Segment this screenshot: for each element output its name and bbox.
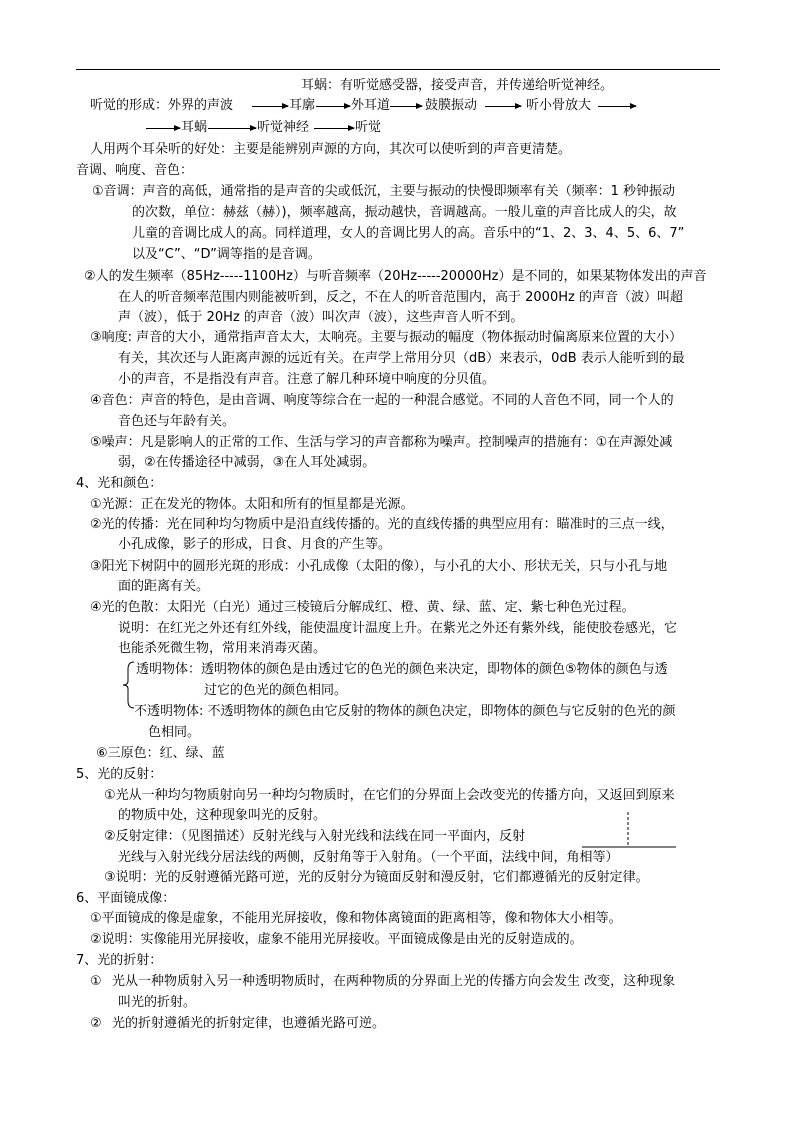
frequency-text: ②人的发生频率（85Hz-----1100Hz）与听音频率（20Hz-----20000Hz）是不同的，如果某物体发出的声音 [84, 269, 707, 284]
light-propagation-text: 小孔成像，影子的形成，日食、月食的产生等。 [118, 537, 392, 552]
section-heading-plane-mirror: 6、平面镜成像： [76, 891, 176, 906]
cochlea-note: 耳蜗：有听觉感受器，接受声音，并传递给听觉神经。 [301, 78, 614, 93]
loudness-text: 有关，其次还与人距离声源的远近有关。在声学上常用分贝（dB）来表示，0dB 表示人能听到的最 [118, 351, 685, 366]
pitch-text: 儿童的音调比成人的高。同样道理，女人的音调比男人的高。音乐中的“1、2、3、4、5、6、7” [132, 226, 685, 241]
transparent-object-text: 过它的色光的颜色相同。 [204, 683, 348, 698]
section-heading-reflection: 5、光的反射： [76, 767, 163, 782]
hearing-formation-label: 听觉的形成：外界的声波 [90, 98, 234, 113]
step-pinna: 耳廓 [289, 98, 316, 113]
transparent-object-text: 透明物体：透明物体的颜色是由透过它的色光的颜色来决定，即物体的颜色⑤物体的颜色与透 [136, 662, 668, 677]
reflection-normal-diagram [580, 810, 680, 850]
two-ears-benefit: 人用两个耳朵听的好处：主要是能辨别声源的方向，其次可以使听到的声音更清楚。 [90, 142, 572, 157]
refraction-text: 光的折射遵循光的折射定律，也遵循光路可逆。 [112, 1016, 386, 1031]
section-heading-light-color: 4、光和颜色： [76, 476, 163, 491]
refraction-text: 光从一种物质射入另一种透明物质时，在两种物质的分界面上光的传播方向会发生 改变，这种现象 [112, 974, 676, 989]
pitch-text: 以及“C”、“D”调等指的是音调。 [132, 247, 321, 262]
refraction-text: 叫光的折射。 [118, 995, 197, 1010]
reflection-note-text: ③说明：光的反射遵循光路可逆，光的反射分为镜面反射和漫反射，它们都遵循光的反射定律。 [104, 870, 649, 885]
step-cochlea: 耳蜗 [181, 120, 208, 135]
frequency-text: 在人的听音频率范围内则能被听到，反之，不在人的听音范围内，高于 2000Hz 的声音（波）叫超 [118, 290, 683, 305]
light-propagation-text: ②光的传播：光在同种均匀物质中是沿直线传播的。光的直线传播的典型应用有：瞄准时的三点一线， [90, 517, 674, 532]
arrow-icon [252, 106, 288, 107]
step-hearing: 听觉 [355, 120, 382, 135]
reflection-law-text: ②反射定律：（见图描述）反射光线与入射光线和法线在同一平面内，反射 [104, 829, 526, 844]
brace-icon [122, 661, 136, 709]
plane-mirror-text: ②说明：实像能用光屏接收，虚象不能用光屏接收。平面镜成像是由光的反射造成的。 [90, 932, 583, 947]
light-source-text: ①光源：正在发光的物体。太阳和所有的恒星都是光源。 [90, 497, 414, 512]
section-heading-pitch: 音调、响度、音色： [76, 163, 194, 178]
reflection-text: 的物质中处，这种现象叫光的反射。 [118, 808, 327, 823]
primary-colors-text: ⑥三原色：红、绿、蓝 [96, 746, 225, 761]
reflection-law-text: 光线与入射光线分居法线的两侧，反射角等于入射角。（一个平面，法线中间，角相等） [118, 850, 619, 865]
step-ear-canal: 外耳道 [351, 98, 391, 113]
step-eardrum: 鼓膜振动 [425, 98, 478, 113]
loudness-text: 小的声音，不是指没有声音。注意了解几种环境中响度的分贝值。 [118, 372, 496, 387]
arrow-icon [316, 106, 350, 107]
reflection-text: ①光从一种均匀物质射向另一种均匀物质时，在它们的分界面上会改变光的传播方向，又返回到原来 [104, 788, 675, 803]
noise-text: ⑤噪声：凡是影响人的正常的工作、生活与学习的声音都称为噪声。控制噪声的措施有：①在声源处减 [90, 435, 673, 450]
noise-text: 弱，②在传播途径中减弱，③在人耳处减弱。 [118, 455, 376, 470]
section-heading-refraction: 7、光的折射： [76, 953, 163, 968]
dispersion-note: 说明：在红光之外还有红外线，能使温度计温度上升。在紫光之外还有紫外线，能使胶卷感光，它 [118, 621, 678, 636]
refraction-number: ① [90, 974, 102, 989]
plane-mirror-text: ①平面镜成的像是虚象，不能用光屏接收，像和物体离镜面的距离相等，像和物体大小相等。 [90, 911, 622, 926]
dispersion-note: 也能杀死微生物，常用来消毒灭菌。 [118, 641, 327, 656]
step-auditory-nerve: 听觉神经 [257, 120, 310, 135]
dispersion-text: ④光的色散：太阳光（白光）通过三棱镜后分解成红、橙、黄、绿、蓝、定、紫七种色光过程。 [90, 600, 635, 615]
timbre-text: ④音色：声音的特色，是由音调、响度等综合在一起的一种混合感觉。不同的人音色不同，同一个人的 [90, 393, 674, 408]
loudness-text: ③响度: 声音的大小，通常指声音太大，太响亮。主要与振动的幅度（物体振动时偏离原来位置的大小） [90, 330, 683, 345]
arrow-icon [314, 128, 354, 129]
arrow-icon [598, 106, 636, 107]
timbre-text: 音色还与年龄有关。 [118, 414, 236, 429]
opaque-object-text: 不透明物体: 不透明物体的颜色由它反射的物体的颜色决定，即物体的颜色与它反射的色光的颜 [134, 704, 676, 719]
light-spot-text: ③阳光下树阴中的圆形光斑的形成：小孔成像（太阳的像），与小孔的大小、形状无关，只与小孔与地 [90, 559, 668, 574]
frequency-text: 声（波），低于 20Hz 的声音（波）叫次声（波），这些声音人听不到。 [118, 310, 524, 325]
arrow-icon [390, 106, 422, 107]
pitch-text: 的次数，单位：赫兹（赫）)，频率越高，振动越快，音调越高。一般儿童的声音比成人的尖，故 [132, 205, 677, 220]
arrow-icon [146, 128, 180, 129]
light-spot-text: 面的距离有关。 [118, 579, 210, 594]
opaque-object-text: 色相同。 [148, 725, 201, 740]
arrow-icon [485, 106, 521, 107]
header-rule [76, 69, 720, 70]
step-ossicles: 听小骨放大 [526, 98, 592, 113]
pitch-text: ①音调：声音的高低，通常指的是声音的尖或低沉，主要与振动的快慢即频率有关（频率：1 秒钟振动 [92, 184, 676, 199]
refraction-number: ② [90, 1016, 102, 1031]
arrow-icon [208, 128, 256, 129]
